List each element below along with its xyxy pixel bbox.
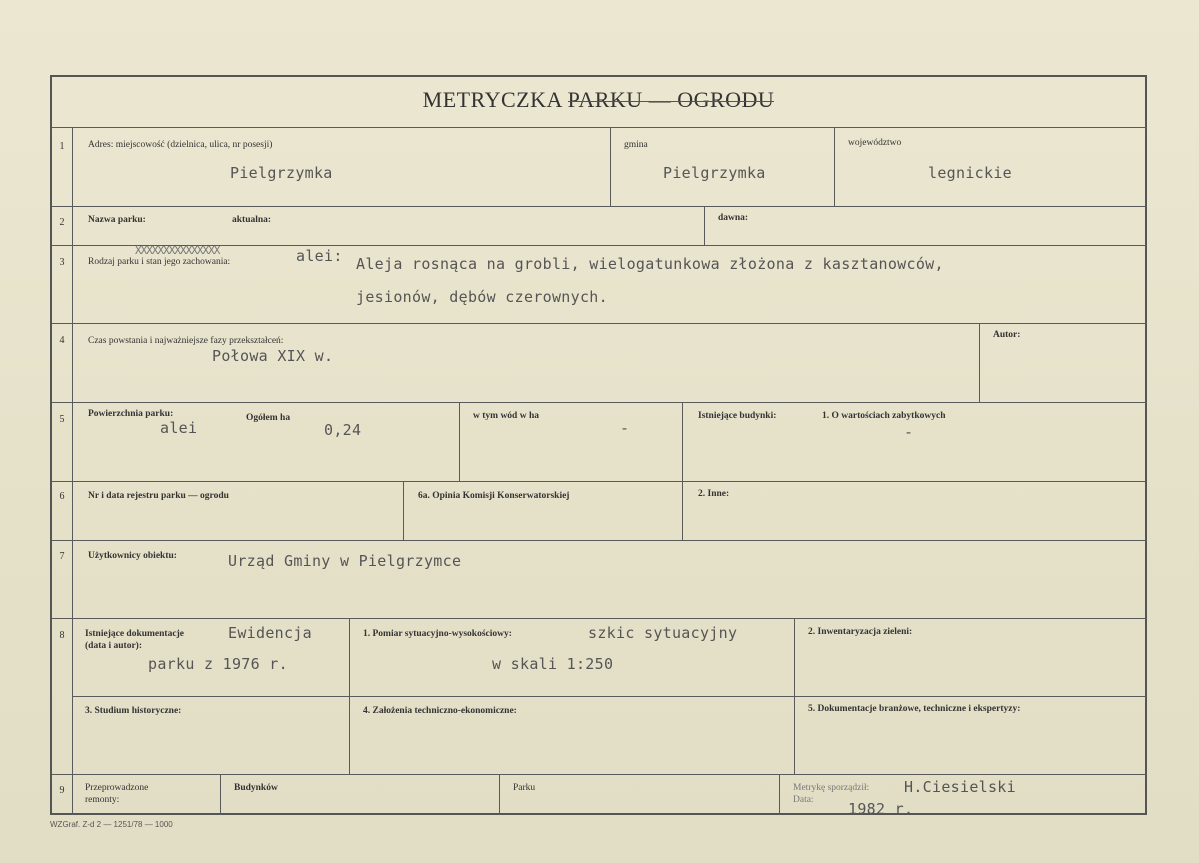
date-value: 1982 r. bbox=[848, 800, 914, 818]
voivodeship-value: legnickie bbox=[928, 164, 1012, 182]
date-label: Data: bbox=[793, 795, 814, 805]
overtyped-marks: XXXXXXXXXXXXXXX bbox=[135, 244, 220, 257]
form-title bbox=[52, 87, 1145, 113]
row-number: 3 bbox=[59, 257, 65, 268]
rule-8b bbox=[72, 696, 1147, 697]
prepared-by-label: Metrykę sporządził: bbox=[793, 783, 870, 793]
gmina-label: gmina bbox=[624, 140, 648, 150]
row-number: 5 bbox=[59, 414, 65, 425]
techno-economic-label: 4. Założenia techniczno-ekonomiczne: bbox=[363, 706, 517, 716]
title-main: METRYCZKA bbox=[422, 87, 562, 112]
total-area-value: 0,24 bbox=[324, 421, 362, 439]
users-value: Urząd Gminy w Pielgrzymce bbox=[228, 552, 462, 570]
gmina-value: Pielgrzymka bbox=[663, 164, 766, 182]
voivodeship-label: województwo bbox=[848, 138, 902, 148]
area-label: Powierzchnia parku: bbox=[88, 409, 174, 419]
park-type-label: Rodzaj parku i stan jego zachowania: bbox=[88, 257, 231, 267]
rule-2 bbox=[52, 206, 1147, 207]
water-area-label: w tym wód w ha bbox=[473, 411, 539, 421]
park-name-label: Nazwa parku: bbox=[88, 215, 146, 225]
total-area-label: Ogółem ha bbox=[246, 413, 291, 423]
row-number: 6 bbox=[59, 491, 65, 502]
park-type-line2: jesionów, dębów czerownych. bbox=[356, 288, 608, 306]
monument-buildings-value: - bbox=[904, 423, 914, 441]
former-name-label: dawna: bbox=[718, 213, 749, 223]
rule-4 bbox=[52, 323, 1147, 324]
form-frame bbox=[50, 75, 1147, 818]
rule-7 bbox=[52, 540, 1147, 541]
monument-buildings-label: 1. O wartościach zabytkowych bbox=[822, 411, 946, 421]
title-struck: PARKU — OGRODU bbox=[567, 87, 775, 112]
rule-6 bbox=[52, 481, 1147, 482]
repairs-label: Przeprowadzone bbox=[85, 783, 149, 793]
survey-value1: szkic sytuacyjny bbox=[588, 624, 738, 642]
area-overtype: alei bbox=[160, 419, 198, 437]
greenery-inventory-label: 2. Inwentaryzacja zieleni: bbox=[808, 627, 913, 637]
creation-time-label: Czas powstania i najważniejsze fazy przekształceń: bbox=[88, 336, 284, 346]
commission-opinion-label: 6a. Opinia Komisji Konserwatorskiej bbox=[418, 491, 570, 501]
park-repairs-label: Parku bbox=[513, 783, 536, 793]
row-number: 9 bbox=[59, 785, 65, 796]
row-number: 2 bbox=[59, 217, 65, 228]
rule-1 bbox=[52, 127, 1147, 128]
building-repairs-label: Budynków bbox=[234, 783, 278, 793]
current-name-label: aktualna: bbox=[232, 215, 272, 225]
historical-study-label: 3. Studium historyczne: bbox=[85, 706, 182, 716]
existing-docs-value1: Ewidencja bbox=[228, 624, 312, 642]
creation-time-value: Połowa XIX w. bbox=[212, 347, 334, 365]
park-type-line1: Aleja rosnąca na grobli, wielogatunkowa złożona z kasztanowców, bbox=[356, 255, 944, 273]
num-column-divider bbox=[72, 127, 73, 815]
row-number: 7 bbox=[59, 551, 65, 562]
existing-docs-sublabel: (data i autor): bbox=[85, 641, 142, 651]
other-label: 2. Inne: bbox=[698, 489, 730, 499]
water-area-value: - bbox=[620, 419, 630, 437]
register-label: Nr i data rejestru parku — ogrodu bbox=[88, 491, 229, 501]
prepared-by-value: H.Ciesielski bbox=[904, 778, 1016, 796]
survey-value2: w skali 1:250 bbox=[492, 655, 614, 673]
users-label: Użytkownicy obiektu: bbox=[88, 551, 177, 561]
row-number: 4 bbox=[59, 335, 65, 346]
address-label: Adres: miejscowość (dzielnica, ulica, nr posesji) bbox=[88, 140, 273, 150]
rule-9 bbox=[52, 774, 1147, 775]
row-number: 1 bbox=[59, 141, 65, 152]
buildings-label: Istniejące budynki: bbox=[698, 411, 777, 421]
existing-docs-label: Istniejące dokumentacje bbox=[85, 629, 184, 639]
rule-5 bbox=[52, 402, 1147, 403]
branch-docs-label: 5. Dokumentacje branżowe, techniczne i ekspertyzy: bbox=[808, 704, 1021, 714]
park-type-prefix: alei: bbox=[296, 247, 343, 265]
author-label: Autor: bbox=[993, 330, 1021, 340]
row-number: 8 bbox=[59, 630, 65, 641]
existing-docs-value2: parku z 1976 r. bbox=[148, 655, 288, 673]
survey-label: 1. Pomiar sytuacyjno-wysokościowy: bbox=[363, 629, 512, 639]
address-value: Pielgrzymka bbox=[230, 164, 333, 182]
repairs-sublabel: remonty: bbox=[85, 795, 120, 805]
printer-footer: WZGraf. Z-d 2 — 1251/78 — 1000 bbox=[50, 820, 173, 829]
rule-8 bbox=[52, 618, 1147, 619]
